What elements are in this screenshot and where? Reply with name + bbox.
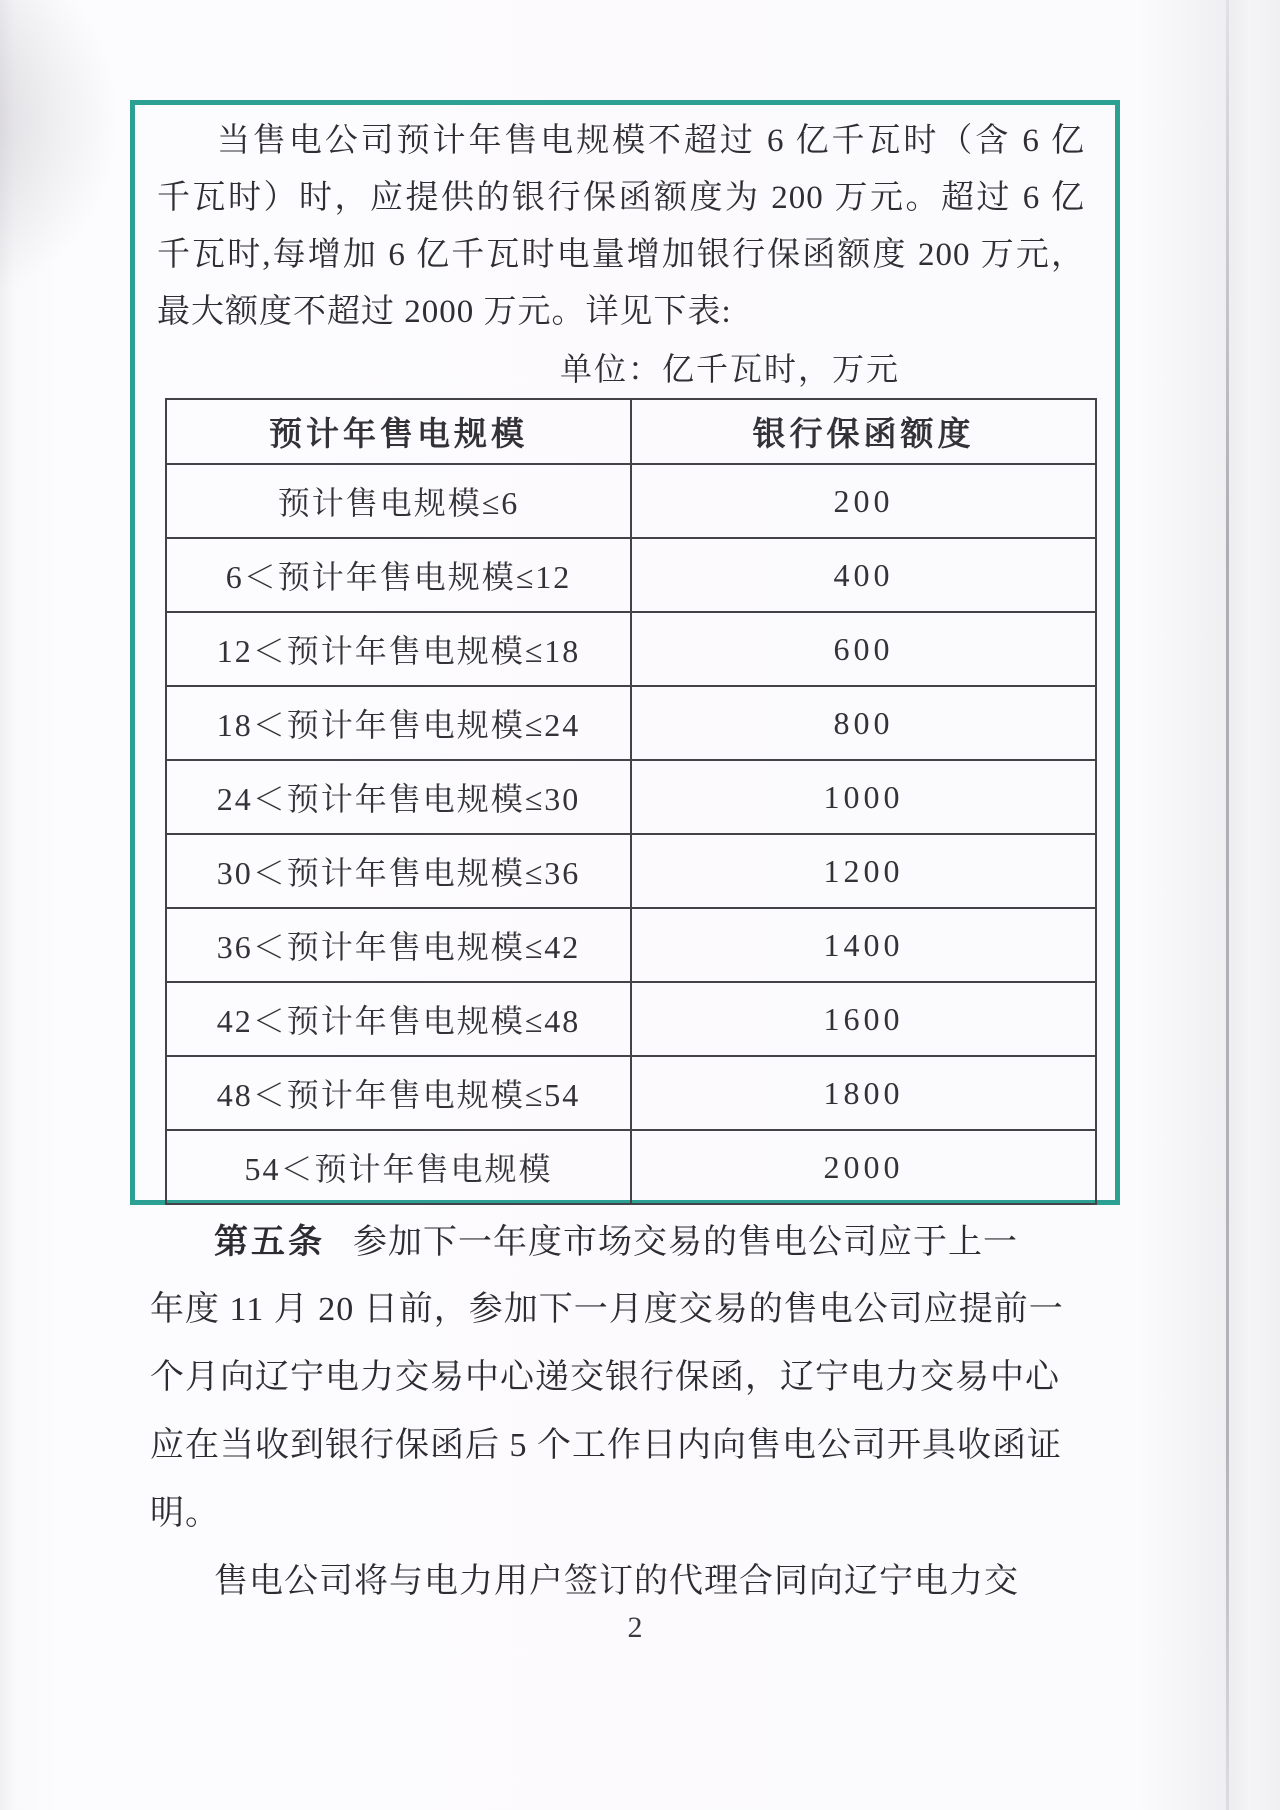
intro-paragraph xyxy=(135,105,1115,398)
page-number: 2 xyxy=(627,1611,643,1644)
table-row xyxy=(166,760,1096,834)
scale-range-cell: 54＜预计年售电规模 xyxy=(166,1130,631,1204)
scan-corner-shadow xyxy=(0,0,120,300)
paragraph-line: 千瓦时）时，应提供的银行保函额度为 200 万元。超过 6 亿 xyxy=(157,180,1085,216)
scale-range-cell: 48＜预计年售电规模≤54 xyxy=(166,1056,631,1130)
amount-cell: 400 xyxy=(631,538,1096,612)
article-line: 明。 xyxy=(150,1495,220,1532)
highlight-border-box xyxy=(130,100,1120,1205)
scan-fold-line xyxy=(1226,0,1229,1810)
header-amount: 银行保函额度 xyxy=(631,399,1096,464)
table-row xyxy=(166,1130,1096,1204)
paragraph-line: 最大额度不超过 2000 万元。详见下表: xyxy=(157,294,732,330)
bank-guarantee-table xyxy=(165,398,1097,1205)
amount-cell: 200 xyxy=(631,464,1096,538)
table-row xyxy=(166,612,1096,686)
amount-cell: 2000 xyxy=(631,1130,1096,1204)
paragraph-line: 售电公司将与电力用户签订的代理合同向辽宁电力交 xyxy=(214,1563,1019,1600)
table-row xyxy=(166,464,1096,538)
table-row xyxy=(166,686,1096,760)
amount-cell: 1800 xyxy=(631,1056,1096,1130)
article-5-section xyxy=(150,1208,1064,1616)
table-row xyxy=(166,538,1096,612)
table-unit-label: 单位：亿千瓦时，万元 xyxy=(559,351,900,387)
amount-cell: 600 xyxy=(631,612,1096,686)
scale-range-cell: 12＜预计年售电规模≤18 xyxy=(166,612,631,686)
scale-range-cell: 42＜预计年售电规模≤48 xyxy=(166,982,631,1056)
scale-range-cell: 预计售电规模≤6 xyxy=(166,464,631,538)
article-line xyxy=(150,1208,1018,1276)
paragraph-line: 当售电公司预计年售电规模不超过 6 亿千瓦时（含 6 亿 xyxy=(217,123,1086,159)
article-line: 应在当收到银行保函后 5 个工作日内向售电公司开具收函证 xyxy=(150,1427,1062,1464)
header-scale: 预计年售电规模 xyxy=(166,399,631,464)
scale-range-cell: 36＜预计年售电规模≤42 xyxy=(166,908,631,982)
article-line-text: 参加下一年度市场交易的售电公司应于上一 xyxy=(353,1224,1018,1261)
article-line: 个月向辽宁电力交易中心递交银行保函，辽宁电力交易中心 xyxy=(150,1359,1060,1396)
table-row xyxy=(166,834,1096,908)
table-row xyxy=(166,908,1096,982)
table-header-row xyxy=(166,399,1096,464)
amount-cell: 1000 xyxy=(631,760,1096,834)
scale-range-cell: 6＜预计年售电规模≤12 xyxy=(166,538,631,612)
article-number: 第五条 xyxy=(214,1223,325,1261)
scale-range-cell: 18＜预计年售电规模≤24 xyxy=(166,686,631,760)
table-row xyxy=(166,982,1096,1056)
amount-cell: 1600 xyxy=(631,982,1096,1056)
amount-cell: 800 xyxy=(631,686,1096,760)
amount-cell: 1200 xyxy=(631,834,1096,908)
paragraph-line: 千瓦时,每增加 6 亿千瓦时电量增加银行保函额度 200 万元， xyxy=(157,237,1085,273)
amount-cell: 1400 xyxy=(631,908,1096,982)
table-row xyxy=(166,1056,1096,1130)
scale-range-cell: 30＜预计年售电规模≤36 xyxy=(166,834,631,908)
scale-range-cell: 24＜预计年售电规模≤30 xyxy=(166,760,631,834)
article-line: 年度 11 月 20 日前，参加下一月度交易的售电公司应提前一 xyxy=(150,1291,1064,1328)
